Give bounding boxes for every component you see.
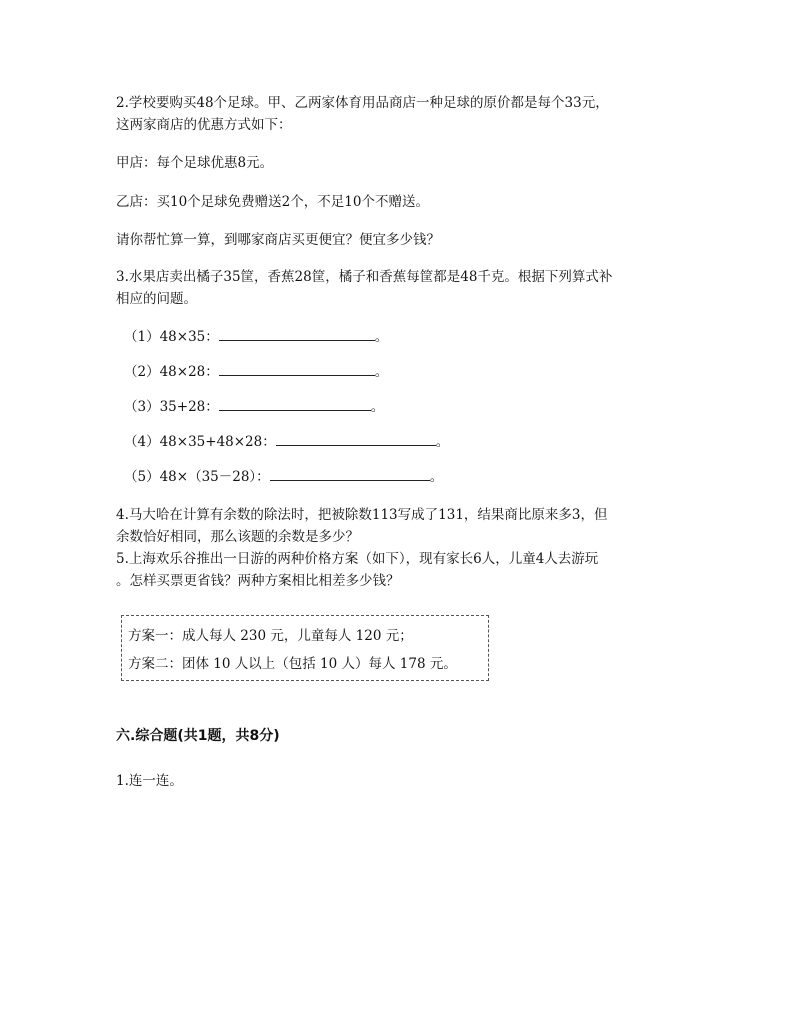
q3-item-1 [124,326,388,348]
q3-item-end: 。 [429,469,444,485]
q4-line2: 余数恰好相同，那么该题的余数是多少？ [116,529,359,545]
price-plans-box [121,615,489,681]
answer-blank[interactable] [276,431,436,446]
q3-line2: 相应的问题。 [116,291,197,307]
q5-line2: 。怎样买票更省钱？两种方案相比相差多少钱？ [116,573,400,589]
q3-item-label: （5）48×（35－28）： [124,469,270,485]
q3-item-end: 。 [374,329,389,345]
q3-item-label: （1）48×35： [124,329,219,345]
q3-item-4 [124,431,449,453]
q2-store-b: 乙店：买10个足球免费赠送2个，不足10个不赠送。 [116,194,429,210]
q3-item-end: 。 [435,434,450,450]
q4-line1: 4.马大哈在计算有余数的除法时，把被除数113写成了131，结果商比原来多3，但 [116,507,608,523]
q3-item-end: 。 [374,364,389,380]
q5-line1: 5.上海欢乐谷推出一日游的两种价格方案（如下），现有家长6人，儿童4人去游玩 [116,551,599,567]
section-heading: 六.综合题(共1题，共8分) [116,728,280,744]
q3-item-2 [124,361,388,383]
plan-two: 方案二：团体 10 人以上（包括 10 人）每人 178 元。 [128,656,457,672]
q3-line1: 3.水果店卖出橘子35筐，香蕉28筐，橘子和香蕉每筐都是48千克。根据下列算式补 [116,269,613,285]
section6-q1: 1.连一连。 [116,773,183,789]
q2-question: 请你帮忙算一算，到哪家商店买更便宜？便宜多少钱？ [116,232,440,248]
answer-blank[interactable] [219,326,375,341]
q3-item-label: （4）48×35+48×28： [124,434,276,450]
q3-item-5 [124,466,443,488]
answer-blank[interactable] [270,466,430,481]
q2-line1: 2.学校要购买48个足球。甲、乙两家体育用品商店一种足球的原价都是每个33元， [116,95,609,111]
q3-item-3 [124,396,384,418]
q2-store-a: 甲店：每个足球优惠8元。 [116,155,274,171]
plan-one: 方案一：成人每人 230 元，儿童每人 120 元； [128,628,413,644]
answer-blank[interactable] [219,361,375,376]
q3-item-label: （2）48×28： [124,364,219,380]
q2-line2: 这两家商店的优惠方式如下： [116,117,292,133]
q3-item-end: 。 [370,399,385,415]
q3-item-label: （3）35+28： [124,399,219,415]
answer-blank[interactable] [219,396,371,411]
